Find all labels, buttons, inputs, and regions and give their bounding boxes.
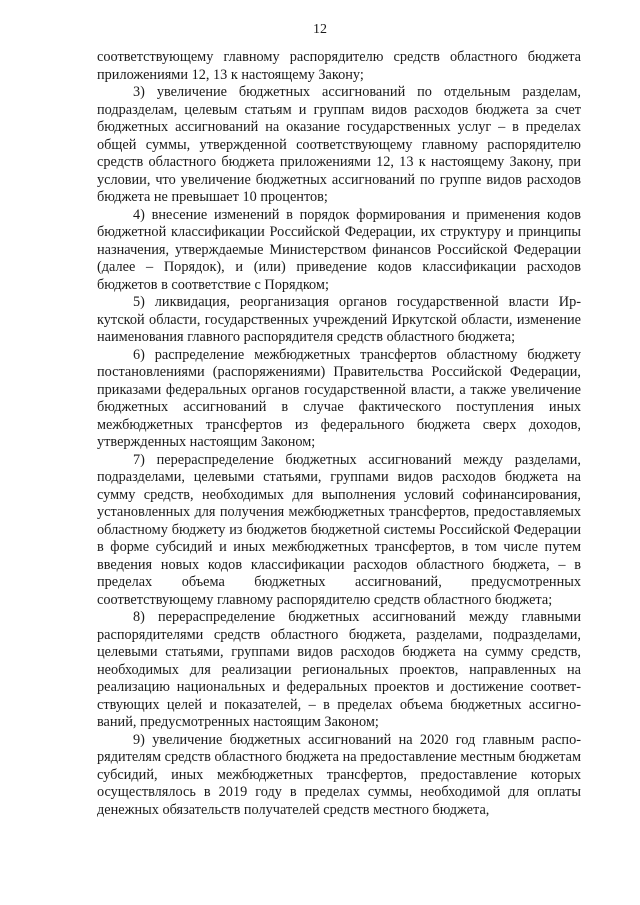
page-number: 12 bbox=[313, 22, 327, 37]
paragraph-item-3: 3) увеличение бюджетных ассигнований по отдельным разделам, подразделам, целевым статьям и группам видов расходов бюджета за счет бюджетных ассигнований на оказание государственных услуг – в пределах общей суммы, утвержденной соответствующему главному распорядителю средств областного бюджета приложениями 12, 13 к настоящему Закону, при условии, что увеличение бюджетных ассигнований по группе видов расходов бюджета не превышает 10 процентов; bbox=[97, 84, 581, 205]
paragraph-continuation: соответствующему главному распорядителю средств областного бюджета приложениями 12, 13 к настоящему Закону; bbox=[97, 49, 581, 83]
paragraph-item-5: 5) ликвидация, реорганизация органов государственной власти Иркутской области, государственных учреждений Иркутской области, изменение наименования главного распорядителя средств областного бюджета; bbox=[97, 294, 581, 345]
paragraph-item-7: 7) перераспределение бюджетных ассигнований между разделами, подразделами, целевыми статьями, группами видов расходов бюджета на сумму средств, необходимых для выполнения условий софинансирования, установленных для получения межбюджетных трансфертов, предоставляемых областному бюджету из бюджетов бюджетной системы Российской Федерации в форме субсидий и иных межбюджетных трансфертов, в том числе путем введения новых кодов классификации расходов областного бюджета, – в пределах объема бюджетных ассигнований, предусмотренных соответствующему главному распорядителю средств областного бюджета; bbox=[97, 451, 581, 608]
paragraph-item-4: 4) внесение изменений в порядок формирования и применения кодов бюджетной классификации Российской Федерации, их структуру и принципы назначения, утверждаемые Министерством финансов Российской Федерации (далее – Порядок), и (или) приведение кодов классификации расходов бюджетов в соответствие с Порядком; bbox=[97, 206, 581, 293]
paragraph-item-9: 9) увеличение бюджетных ассигнований на 2020 год главным распорядителям средств областного бюджета на предоставление местным бюджетам субсидий, иных межбюджетных трансфертов, предоставление которых осуществлялось в 2019 году в пределах суммы, необходимой для оплаты денежных обязательств получателей средств местного бюджета, bbox=[97, 731, 581, 818]
document-body bbox=[97, 49, 581, 819]
paragraph-item-8: 8) перераспределение бюджетных ассигнований между главными распорядителями средств областного бюджета, разделами, подразделами, целевыми статьями, группами видов расходов бюджета на сумму средств, необходимых для реализации региональных проектов, направленных на реализацию национальных и федеральных проектов и достижение соответствующих целей и показателей, – в пределах объема бюджетных ассигнований, предусмотренных настоящим Законом; bbox=[97, 609, 581, 730]
paragraph-item-6: 6) распределение межбюджетных трансфертов областному бюджету постановлениями (распоряжениями) Правительства Российской Федерации, приказами федеральных органов государственной власти, а также увеличение бюджетных ассигнований в случае фактического поступления иных межбюджетных трансфертов из федерального бюджета сверх доходов, утвержденных настоящим Законом; bbox=[97, 346, 581, 450]
